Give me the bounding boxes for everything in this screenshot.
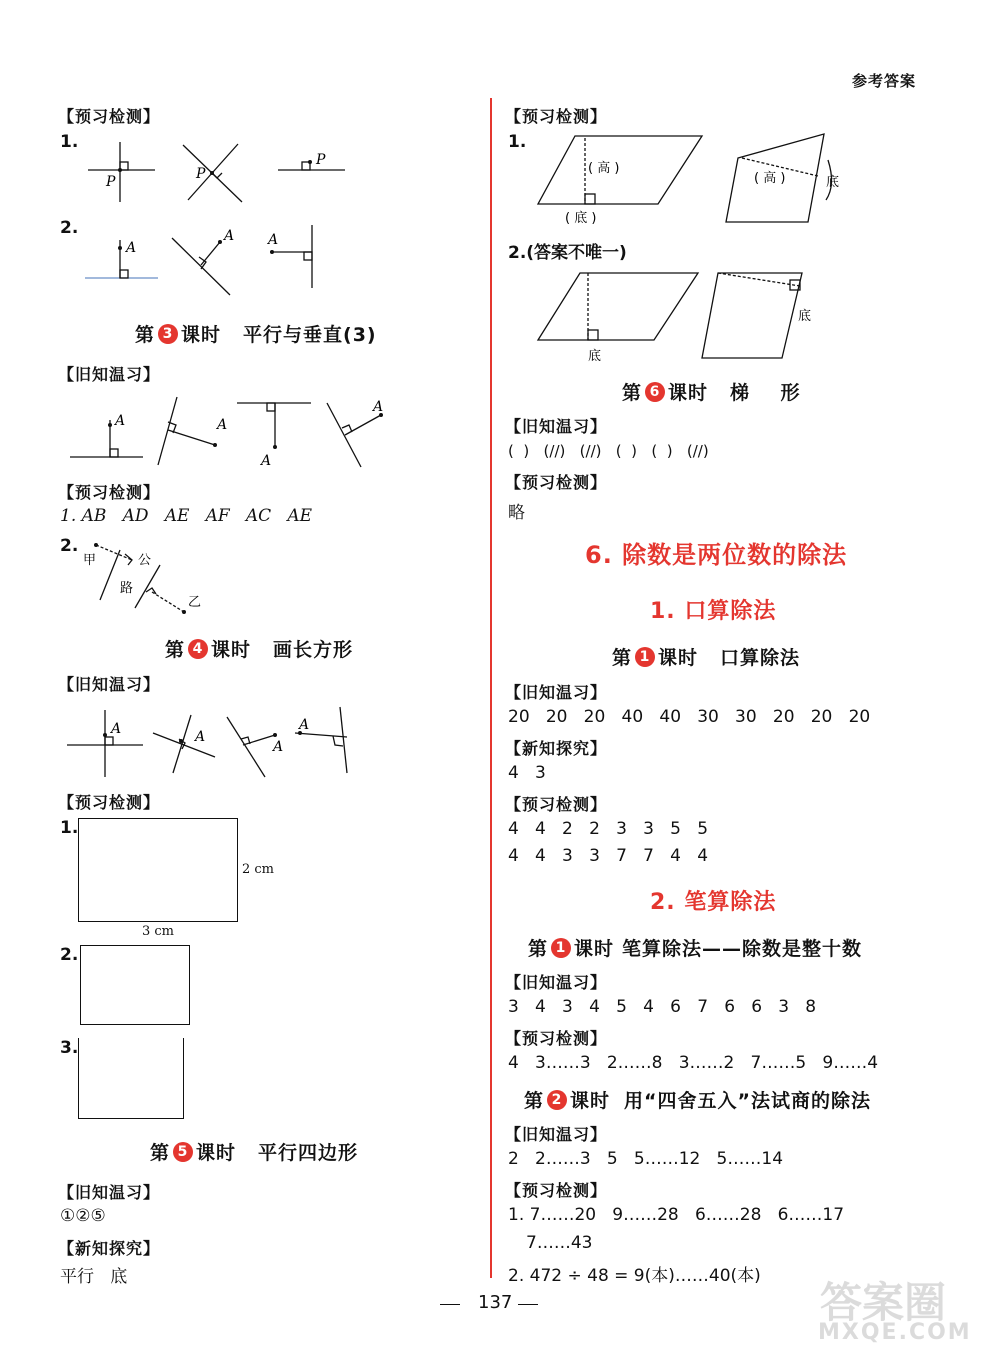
lesson-heading: 第 4 课时 画长方形 bbox=[165, 639, 354, 661]
height-label: ( 高 ) bbox=[754, 171, 786, 186]
answer-line: ①②⑤ bbox=[60, 1206, 106, 1226]
dimension-label: 2 cm bbox=[242, 862, 275, 877]
rectangle-3x2 bbox=[78, 818, 238, 922]
open-rectangle-figure bbox=[78, 1038, 184, 1119]
dimension-label: 3 cm bbox=[142, 924, 175, 939]
question-number: 1. bbox=[60, 132, 79, 152]
lesson-number-badge: 6 bbox=[645, 382, 665, 402]
point-label-a: A bbox=[299, 717, 310, 733]
point-label-p: P bbox=[196, 166, 206, 182]
question-number: 2. bbox=[60, 218, 79, 238]
perpendicular-figures-1 bbox=[80, 140, 360, 210]
section-label: 【旧知温习】 bbox=[505, 417, 608, 436]
road-perpendicular-figure bbox=[80, 540, 220, 620]
lesson-heading: 第 1 课时 笔算除法——除数是整十数 bbox=[528, 938, 863, 960]
question-number: 2. bbox=[60, 945, 79, 965]
lesson-heading: 第 5 课时 平行四边形 bbox=[150, 1142, 359, 1164]
point-label-a: A bbox=[268, 232, 279, 248]
base-label: 底 bbox=[588, 349, 602, 364]
lesson-number-badge: 1 bbox=[635, 647, 655, 667]
column-divider bbox=[490, 98, 492, 1278]
watermark-logo: 答案圈 bbox=[820, 1278, 947, 1327]
lesson-heading: 第 1 课时 口算除法 bbox=[612, 647, 801, 669]
road-label: 路 bbox=[120, 581, 134, 596]
answer-line: 平行 底 bbox=[60, 1267, 128, 1287]
answer-line: ( ) (//) (//) ( ) ( ) (//) bbox=[508, 442, 709, 460]
perpendicular-figures-3 bbox=[65, 395, 384, 475]
section-label: 【预习检测】 bbox=[505, 107, 608, 126]
section-label: 【预习检测】 bbox=[505, 1029, 608, 1048]
base-label: ( 底 ) bbox=[565, 211, 597, 226]
answer-line: 4 3 bbox=[508, 763, 546, 783]
answer-line: 4 4 3 3 7 7 4 4 bbox=[508, 846, 709, 866]
subsection-title: 1. 口算除法 bbox=[650, 599, 777, 624]
answer-line: 2 2……3 5 5……12 5……14 bbox=[508, 1149, 784, 1169]
section-label: 【旧知温习】 bbox=[58, 1183, 161, 1202]
answer-line: 3 4 3 4 5 4 6 7 6 6 3 8 bbox=[508, 997, 817, 1017]
question-number: 3. bbox=[60, 1038, 79, 1058]
question-number: 1. bbox=[60, 818, 79, 838]
answer-line: 1. 7……20 9……28 6……28 6……17 bbox=[508, 1205, 845, 1225]
section-label: 【旧知温习】 bbox=[505, 683, 608, 702]
lesson-number-badge: 1 bbox=[551, 938, 571, 958]
section-label: 【预习检测】 bbox=[505, 1181, 608, 1200]
parallelogram-height-figures bbox=[530, 130, 850, 230]
section-label: 【新知探究】 bbox=[58, 1239, 161, 1258]
section-label: 【旧知温习】 bbox=[505, 973, 608, 992]
point-label-p: P bbox=[106, 174, 116, 190]
parallelogram-height-figures-2 bbox=[530, 268, 850, 368]
question-number: 2.(答案不唯一) bbox=[508, 243, 627, 263]
answer-line: 20 20 20 40 40 30 30 20 20 20 bbox=[508, 707, 871, 727]
point-label-a: A bbox=[217, 417, 228, 433]
lesson-number-badge: 2 bbox=[547, 1090, 567, 1110]
point-label-a: A bbox=[111, 721, 122, 737]
point-label-a: A bbox=[126, 240, 137, 256]
question-number: 1. bbox=[508, 132, 527, 152]
lesson-number-badge: 5 bbox=[173, 1142, 193, 1162]
perpendicular-figures-2 bbox=[80, 220, 360, 300]
section-label: 【新知探究】 bbox=[505, 739, 608, 758]
answer-line: 4 3……3 2……8 3……2 7……5 9……4 bbox=[508, 1053, 879, 1073]
answer-line: 7……43 bbox=[526, 1233, 593, 1253]
section-label: 【旧知温习】 bbox=[505, 1125, 608, 1144]
lesson-heading: 第 2 课时 用“四舍五入”法试商的除法 bbox=[524, 1090, 872, 1112]
page-header-title: 参考答案 bbox=[852, 72, 917, 90]
point-label-a: A bbox=[273, 739, 284, 755]
section-label: 【旧知温习】 bbox=[58, 365, 161, 384]
answer-line: 1. AB AD AE AF AC AE bbox=[60, 506, 313, 526]
point-label-p: P bbox=[316, 152, 326, 168]
base-label: 底 bbox=[798, 309, 812, 324]
chapter-title: 6. 除数是两位数的除法 bbox=[585, 541, 848, 569]
lesson-number-badge: 4 bbox=[188, 639, 208, 659]
footer-rule bbox=[518, 1304, 538, 1305]
section-label: 【旧知温习】 bbox=[58, 675, 161, 694]
base-label: 底 bbox=[826, 175, 840, 190]
point-label-a: A bbox=[224, 228, 235, 244]
road-label: 公 bbox=[138, 553, 152, 568]
answer-line: 2. 472 ÷ 48 = 9(本)……40(本) bbox=[508, 1266, 761, 1286]
lesson-number-badge: 3 bbox=[158, 324, 178, 344]
footer-rule bbox=[440, 1304, 460, 1305]
section-label: 【预习检测】 bbox=[58, 483, 161, 502]
question-number: 2. bbox=[60, 536, 79, 556]
page-number: 137 bbox=[478, 1292, 513, 1313]
subsection-title: 2. 笔算除法 bbox=[650, 890, 777, 915]
answer-line: 4 4 2 2 3 3 5 5 bbox=[508, 819, 709, 839]
rectangle-figure bbox=[80, 945, 190, 1025]
answer-line: 略 bbox=[508, 503, 525, 523]
point-label-a: A bbox=[115, 413, 126, 429]
point-label-jia: 甲 bbox=[83, 553, 97, 568]
lesson-heading: 第 3 课时 平行与垂直(3) bbox=[135, 324, 377, 346]
section-label: 【预习检测】 bbox=[58, 793, 161, 812]
lesson-heading: 第 6 课时 梯 形 bbox=[622, 382, 801, 404]
point-label-a: A bbox=[261, 453, 272, 469]
perpendicular-figures-4 bbox=[65, 705, 355, 780]
section-label: 【预习检测】 bbox=[505, 795, 608, 814]
section-label: 【预习检测】 bbox=[58, 107, 161, 126]
height-label: ( 高 ) bbox=[588, 161, 620, 176]
point-label-yi: 乙 bbox=[188, 595, 202, 610]
point-label-a: A bbox=[373, 399, 384, 415]
watermark-url: MXQE.COM bbox=[818, 1320, 972, 1345]
point-label-a: A bbox=[195, 729, 206, 745]
section-label: 【预习检测】 bbox=[505, 473, 608, 492]
